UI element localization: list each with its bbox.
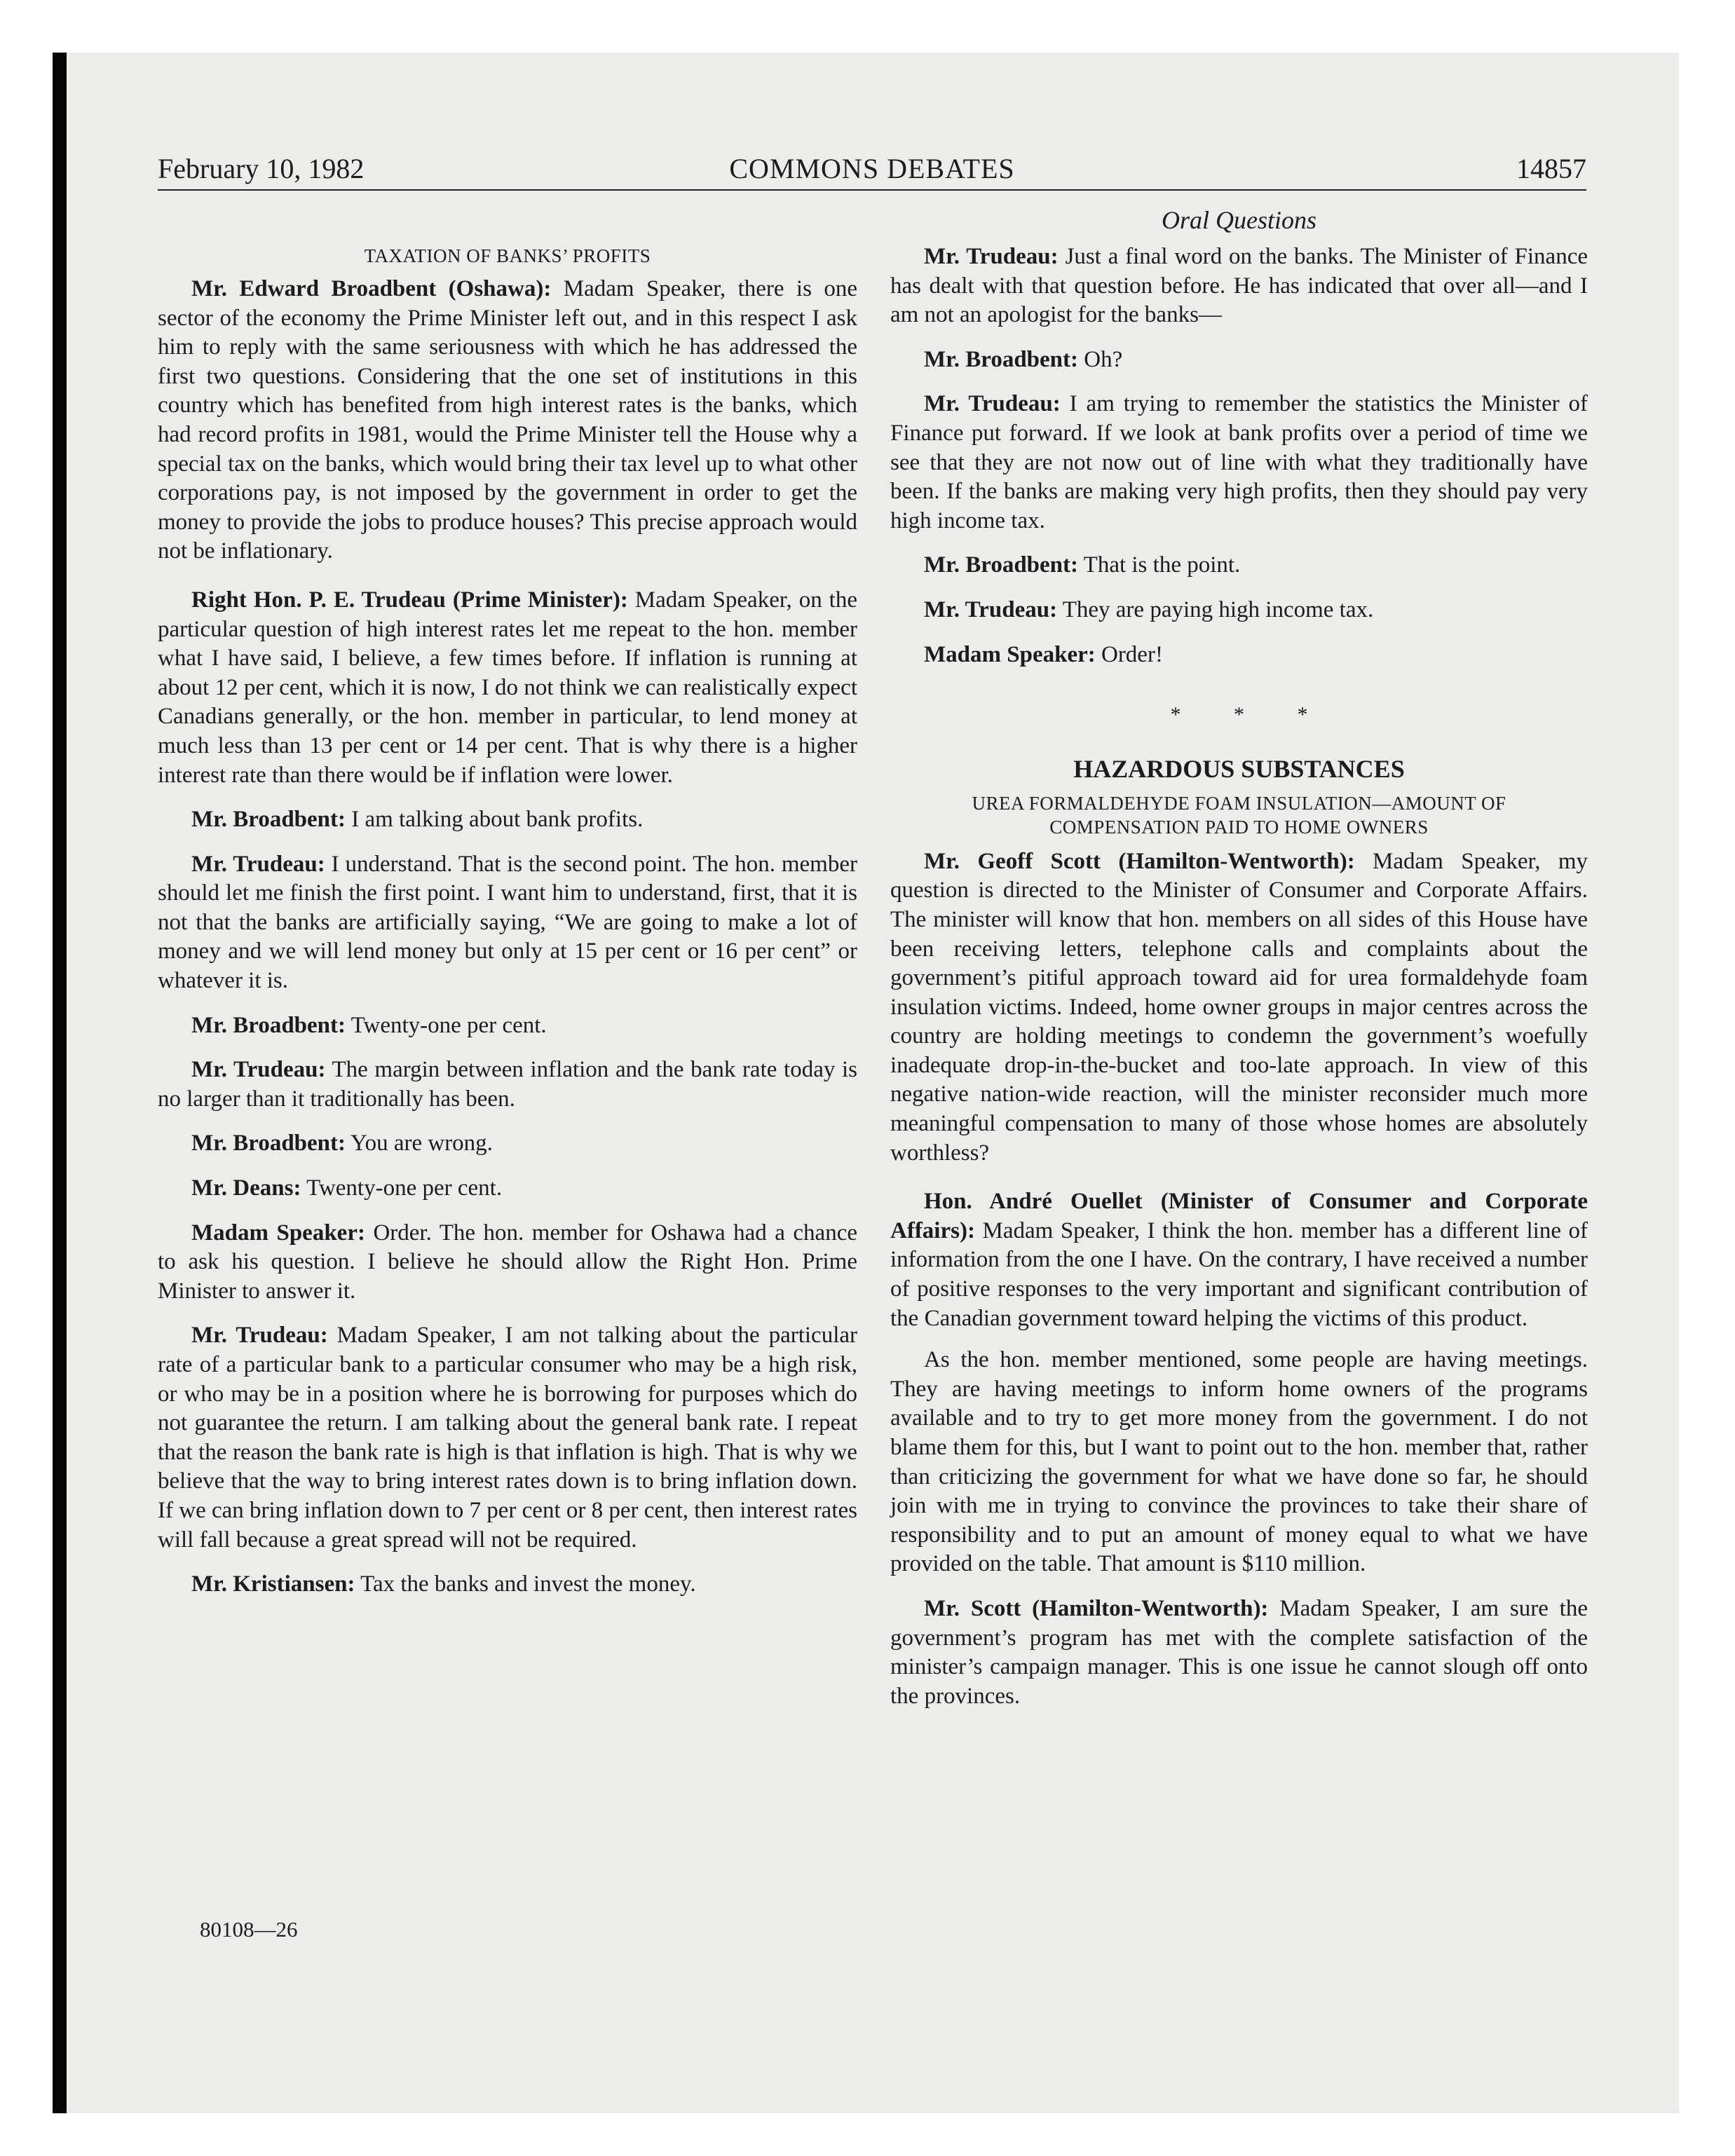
speaker-name: Mr. Scott (Hamilton-Wentworth): [924, 1595, 1269, 1621]
speaker-name: Right Hon. P. E. Trudeau (Prime Minister): [191, 587, 628, 613]
speech-text: Twenty-one per cent. [346, 1012, 547, 1038]
speaker-name: Mr. Trudeau: [924, 391, 1061, 417]
speech-paragraph [890, 641, 1588, 670]
speech-text: Madam Speaker, on the particular question of high interest rates let me repeat to the hon. member what I have said, I believe, a few times before. If inflation is running at about 12 per cent, which it is now, I do not think we can realistically expect Canadians generally, or the hon. member in particular, to lend money at much less than 13 per cent or 14 per cent. That is why there is a higher interest rate than there would be if inflation were lower. [158, 587, 857, 788]
speaker-name: Mr. Trudeau: [191, 1057, 326, 1083]
speech-text: Tax the banks and invest the money. [355, 1571, 696, 1597]
speech-paragraph [890, 243, 1588, 330]
oral-questions-subheader: Oral Questions [1161, 206, 1316, 234]
speech-paragraph [158, 1174, 857, 1203]
speech-text: Order! [1095, 641, 1163, 667]
footer-print-code: 80108—26 [200, 1917, 298, 1942]
speech-paragraph [158, 1056, 857, 1114]
speech-paragraph [158, 805, 857, 835]
speaker-name: Mr. Geoff Scott (Hamilton-Wentworth): [924, 848, 1355, 874]
speaker-name: Mr. Trudeau: [191, 851, 325, 877]
right-column [890, 203, 1588, 1711]
speaker-name: Mr. Broadbent: [924, 552, 1079, 578]
speaker-name: Mr. Broadbent: [191, 1131, 346, 1157]
speech-text: I understand. That is the second point. The hon. member should let me finish the first point. I want him to understand, first, that it is not that the banks are artificially saying, “We are going to make a lot of money and we will lend money but only at 15 per cent or 16 per cent” or whatever it is. [158, 851, 857, 994]
speech-text: Oh? [1078, 346, 1123, 372]
speech-text: Madam Speaker, I think the hon. member has a different line of information from the one I have. On the contrary, I have received a number of positive responses to the very important and significant contribution of the Canadian government toward helping the victims of this product. [890, 1217, 1588, 1331]
speaker-name: Madam Speaker: [924, 641, 1096, 667]
speech-paragraph [890, 390, 1588, 535]
speech-paragraph [890, 596, 1588, 625]
speech-paragraph [890, 1187, 1588, 1333]
speech-paragraph [890, 1346, 1588, 1579]
rubric-hazardous-substances: HAZARDOUS SUBSTANCES [1073, 754, 1405, 783]
speech-paragraph [158, 1219, 857, 1306]
speech-text: Madam Speaker, I am sure the government’s program has met with the complete satisfaction of the minister’s campaign manager. This is one issue he cannot slough off onto the provinces. [890, 1595, 1588, 1709]
speaker-name: Mr. Edward Broadbent (Oshawa): [191, 276, 552, 301]
header-publication: COMMONS DEBATES [729, 153, 1015, 184]
speech-text: Madam Speaker, I am not talking about the particular rate of a particular bank to a particular consumer who may be a high risk, or who may be in a position where he is borrowing for purposes which do not guarantee the return. I am talking about the general bank rate. I repeat that the reason the bank rate is high is that inflation is high. That is why we believe that the way to bring interest rates down is to bring inflation down. If we can bring inflation down to 7 per cent or 8 per cent, then interest rates will fall because a great spread will not be required. [158, 1323, 858, 1553]
speech-paragraph [158, 850, 857, 996]
page-header [158, 153, 1586, 191]
speech-text: Twenty-one per cent. [301, 1175, 503, 1201]
speech-text: That is the point. [1078, 552, 1241, 578]
speech-paragraph [890, 847, 1588, 1168]
speaker-name: Madam Speaker: [191, 1220, 365, 1246]
header-date: February 10, 1982 [158, 153, 365, 184]
speaker-name: Mr. Broadbent: [191, 1012, 346, 1038]
speech-paragraph [158, 1321, 857, 1555]
speech-paragraph [158, 1011, 857, 1041]
speech-text: I am talking about bank profits. [346, 807, 644, 833]
speech-text: I am trying to remember the statistics the Minister of Finance put forward. If we look at bank profits over a period of time we see that they are not now out of line with what they traditionally have been. If the banks are making very high profits, then they should pay very high income tax. [890, 391, 1588, 533]
speaker-name: Mr. Trudeau: [924, 596, 1058, 622]
section-title-line-2: COMPENSATION PAID TO HOME OWNERS [1049, 816, 1429, 838]
speech-paragraph [890, 551, 1588, 580]
speaker-name: Mr. Trudeau: [924, 244, 1059, 269]
scan-edge [53, 53, 67, 2113]
speaker-name: Mr. Broadbent: [924, 346, 1079, 372]
speech-text: Madam Speaker, there is one sector of the economy the Prime Minister left out, and in this respect I ask him to reply with the same seriousness with which he has addressed the first two questions. Considering that the one set of institutions in this country which has benefited from high interest rates is the banks, which had record profits in 1981, would the Prime Minister tell the House why a special tax on the banks, which would bring their tax level up to what other corporations pay, is not imposed by the government in order to get the money to provide the jobs to produce houses? This precise approach would not be inflationary. [158, 276, 857, 564]
speech-paragraph [890, 346, 1588, 375]
header-page-number: 14857 [1516, 153, 1586, 184]
speaker-name: Mr. Deans: [191, 1175, 301, 1201]
section-separator: * * * [1170, 703, 1332, 727]
section-title-taxation: TAXATION OF BANKS’ PROFITS [364, 245, 651, 266]
speaker-name: Mr. Broadbent: [191, 807, 346, 833]
section-title-line-1: UREA FORMALDEHYDE FOAM INSULATION—AMOUNT OF [972, 792, 1506, 814]
speech-text: They are paying high income tax. [1057, 596, 1374, 622]
speech-paragraph [158, 275, 857, 566]
speaker-name: Hon. André Ouellet (Minister of Consumer and Corporate Affairs): [890, 1189, 1588, 1243]
left-column [158, 203, 857, 1599]
speech-text: Madam Speaker, my question is directed to the Minister of Consumer and Corporate Affairs. The minister will know that hon. members on all sides of this House have been receiving letters, telephone calls and complaints about the government’s pitiful approach toward aid for urea formaldehyde foam insulation victims. Indeed, home owner groups in major centres across the country are holding meetings to condemn the government’s woefully inadequate drop-in-the-bucket and too-late approach. In view of this negative nation-wide reaction, will the minister reconsider much more meaningful compensation to many of those whose homes are absolutely worthless? [890, 848, 1588, 1166]
speaker-name: Mr. Trudeau: [191, 1323, 328, 1349]
speech-paragraph [158, 1570, 857, 1599]
speech-paragraph [890, 1595, 1588, 1711]
speech-paragraph [158, 1129, 857, 1159]
speech-text: The margin between inflation and the bank rate today is no larger than it traditionally has been. [158, 1057, 857, 1112]
speech-text: Just a final word on the banks. The Minister of Finance has dealt with that question before. He has indicated that over all—and I am not an apologist for the banks— [890, 244, 1588, 328]
speech-paragraph [158, 586, 857, 790]
speaker-name: Mr. Kristiansen: [191, 1571, 355, 1597]
speech-text: Order. The hon. member for Oshawa had a chance to ask his question. I believe he should allow the Right Hon. Prime Minister to answer it. [158, 1220, 857, 1304]
speech-text: You are wrong. [346, 1131, 493, 1157]
speech-text: As the hon. member mentioned, some people are having meetings. They are having meetings to inform home owners of the programs available and to try to get more money from the government. I do not blame them for this, but I want to point out to the hon. member that, rather than criticizing the government for what we have done so far, he should join with me in trying to convince the provinces to take their share of responsibility and to put an amount of money equal to what we have provided on the table. That amount is $110 million. [890, 1347, 1588, 1577]
